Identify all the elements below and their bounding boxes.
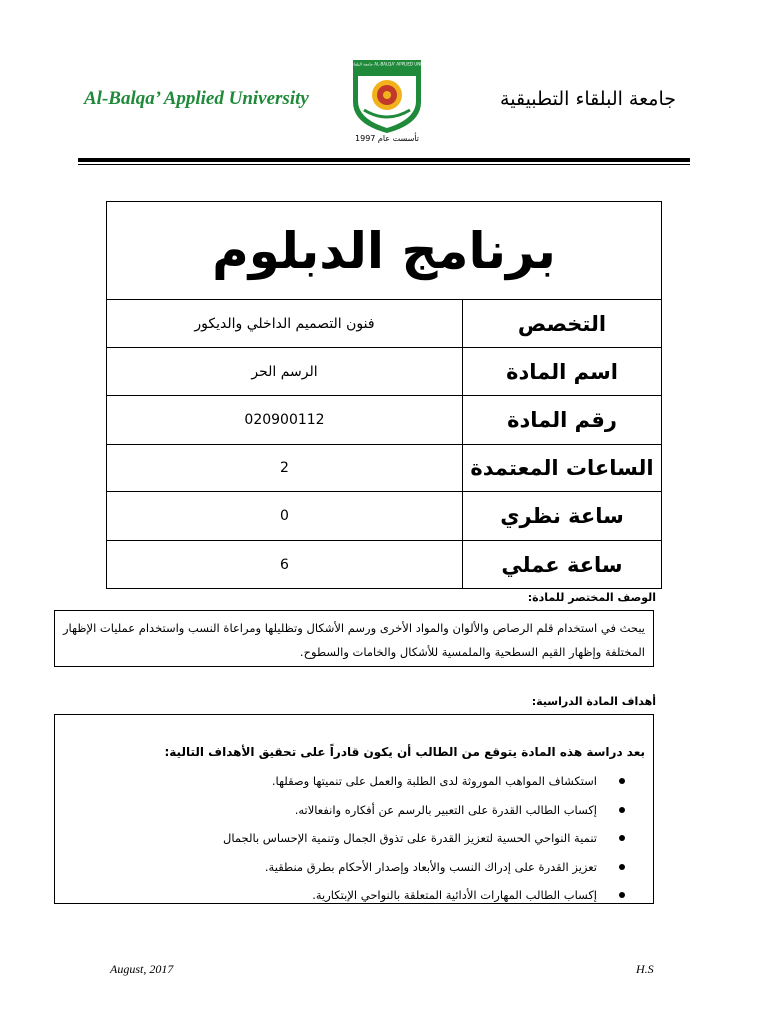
header-divider <box>78 158 690 162</box>
header-divider-thin <box>78 164 690 165</box>
credit-hours-value: 2 <box>107 445 463 492</box>
goals-intro: بعد دراسة هذه المادة يتوقع من الطالب أن يكون قادراً على تحقيق الأهداف التالية: <box>164 745 645 759</box>
course-info-table <box>106 201 662 589</box>
theory-hours-value: 0 <box>107 492 463 541</box>
course-number-label: رقم المادة <box>463 396 662 445</box>
bullet-icon <box>619 864 625 870</box>
list-item <box>223 800 625 829</box>
description-text: يبحث في استخدام قلم الرصاص والألوان والمواد الأخرى ورسم الأشكال وتظليلها ومراعاة النسب واستخدام عمليات الإظهار المختلفة وإظهار القيم السطحية والملمسية للأشكال والخامات والسطوح. <box>54 610 654 667</box>
course-name-value: الرسم الحر <box>107 348 463 396</box>
course-name-label: اسم المادة <box>463 348 662 396</box>
bullet-icon <box>619 835 625 841</box>
logo-text: جامعة البلقاء التطبيقية AL-BALQA' APPLIED UNIVERSITY <box>335 61 439 67</box>
footer-date: August, 2017 <box>110 962 174 976</box>
goal-text: تعزيز القدرة على إدراك النسب والأبعاد وإصدار الأحكام بطرق منطقية. <box>264 859 597 874</box>
university-name-arabic: جامعة البلقاء التطبيقية <box>500 88 676 110</box>
footer-initials: H.S <box>636 962 654 976</box>
goals-box <box>54 714 654 904</box>
bullet-icon <box>619 892 625 898</box>
bullet-icon <box>619 778 625 784</box>
goal-text: إكساب الطالب المهارات الأدائية المتعلقة بالنواحي الإبتكارية. <box>312 888 597 902</box>
course-number-value: 020900112 <box>107 396 463 445</box>
goal-text: استكشاف المواهب الموروثة لدى الطلبة والعمل على تنميتها وصقلها. <box>271 774 597 788</box>
list-item <box>223 885 625 914</box>
description-heading: الوصف المختصر للمادة: <box>527 591 656 604</box>
program-title: برنامج الدبلوم <box>107 202 662 300</box>
goals-heading: أهداف المادة الدراسية: <box>531 695 656 708</box>
credit-hours-label: الساعات المعتمدة <box>463 445 662 492</box>
university-seal-icon <box>335 58 439 134</box>
list-item <box>223 828 625 857</box>
goal-text: تنمية النواحي الحسية لتعزيز القدرة على تذوق الجمال وتنمية الإحساس بالجمال <box>223 831 597 845</box>
university-name-english: Al-Balqa’ Applied University <box>84 88 309 109</box>
specialization-value: فنون التصميم الداخلي والديكور <box>107 300 463 348</box>
list-item <box>223 857 625 886</box>
list-item <box>223 771 625 800</box>
goals-list <box>223 771 625 914</box>
practical-hours-label: ساعة عملي <box>463 541 662 589</box>
goal-text: إكساب الطالب القدرة على التعبير بالرسم عن أفكاره وانفعالاته. <box>294 802 597 817</box>
founded-year: تأسست عام 1997 <box>355 134 419 143</box>
practical-hours-value: 6 <box>107 541 463 589</box>
bullet-icon <box>619 807 625 813</box>
specialization-label: التخصص <box>463 300 662 348</box>
theory-hours-label: ساعة نظري <box>463 492 662 541</box>
